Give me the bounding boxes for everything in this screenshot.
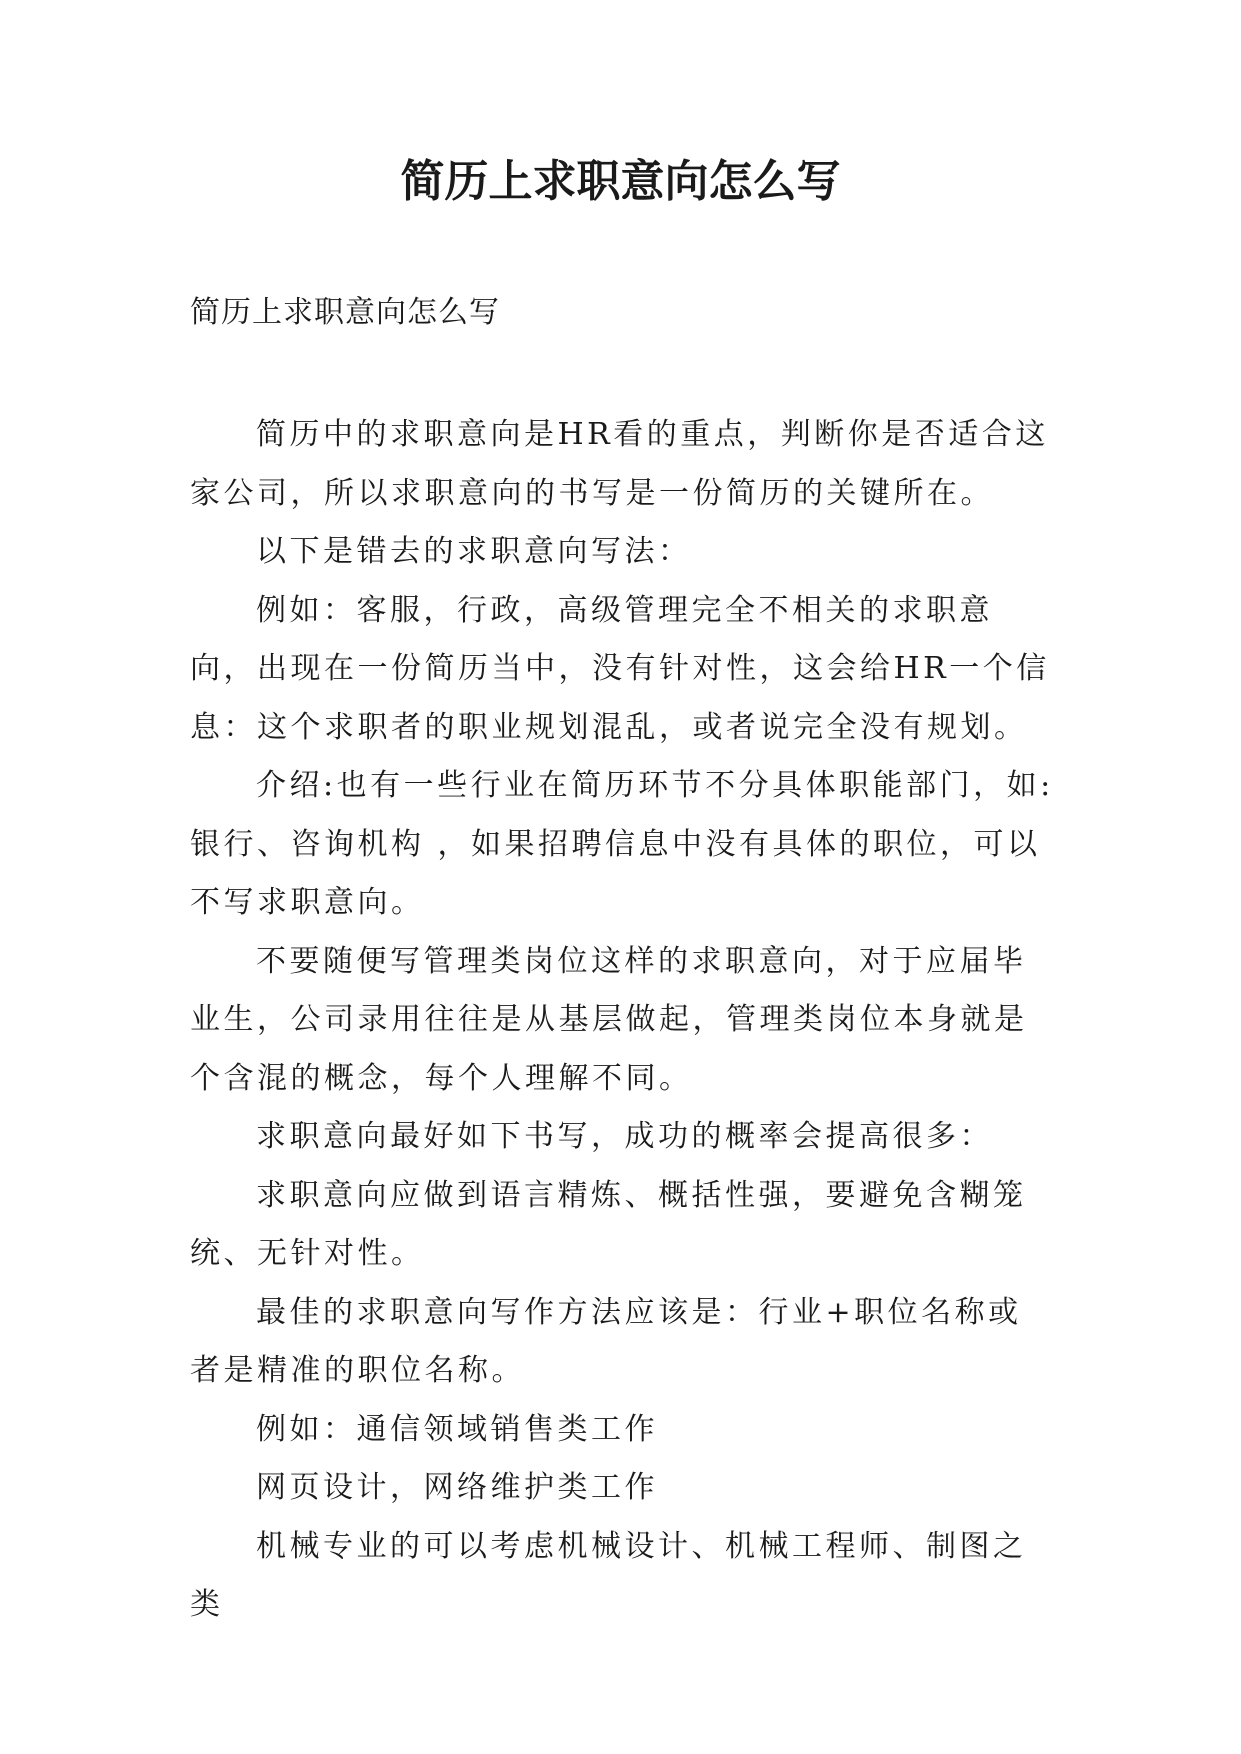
paragraph: 以下是错去的求职意向写法： (256, 534, 692, 569)
document-body (190, 406, 1054, 1635)
paragraph: 求职意向最好如下书写，成功的概率会提高很多： (256, 1119, 993, 1154)
document-subtitle: 简历上求职意向怎么写 (190, 295, 500, 330)
paragraph: 例如：通信领域销售类工作 (256, 1411, 658, 1447)
paragraph: 不要随便写管理类岗位这样的求职意向，对于应届毕业生，公司录用往往是从基层做起，管理类岗位本身就是个含混的概念，每个人理解不同。 (190, 943, 1028, 1096)
paragraph: 求职意向应做到语言精炼、概括性强，要避免含糊笼统、无针对性。 (190, 1177, 1027, 1271)
paragraph: 介绍:也有一些行业在简历环节不分具体职能部门，如:银行、咨询机构 ，如果招聘信息中没有具体的职位，可以不写求职意向。 (190, 768, 1054, 920)
paragraph: 网页设计，网络维护类工作 (256, 1470, 658, 1505)
paragraph: 简历中的求职意向是HR看的重点，判断你是否适合这家公司，所以求职意向的书写是一份简历的关键所在。 (190, 417, 1049, 511)
paragraph: 例如：客服，行政，高级管理完全不相关的求职意向，出现在一份简历当中，没有针对性，这会给HR一个信息：这个求职者的职业规划混乱，或者说完全没有规划。 (190, 592, 1050, 745)
paragraph: 机械专业的可以考虑机械设计、机械工程师、制图之类 (190, 1528, 1027, 1622)
paragraph: 最佳的求职意向写作方法应该是：行业+职位名称或者是精准的职位名称。 (190, 1294, 1022, 1388)
document-title: 简历上求职意向怎么写 (400, 156, 841, 207)
